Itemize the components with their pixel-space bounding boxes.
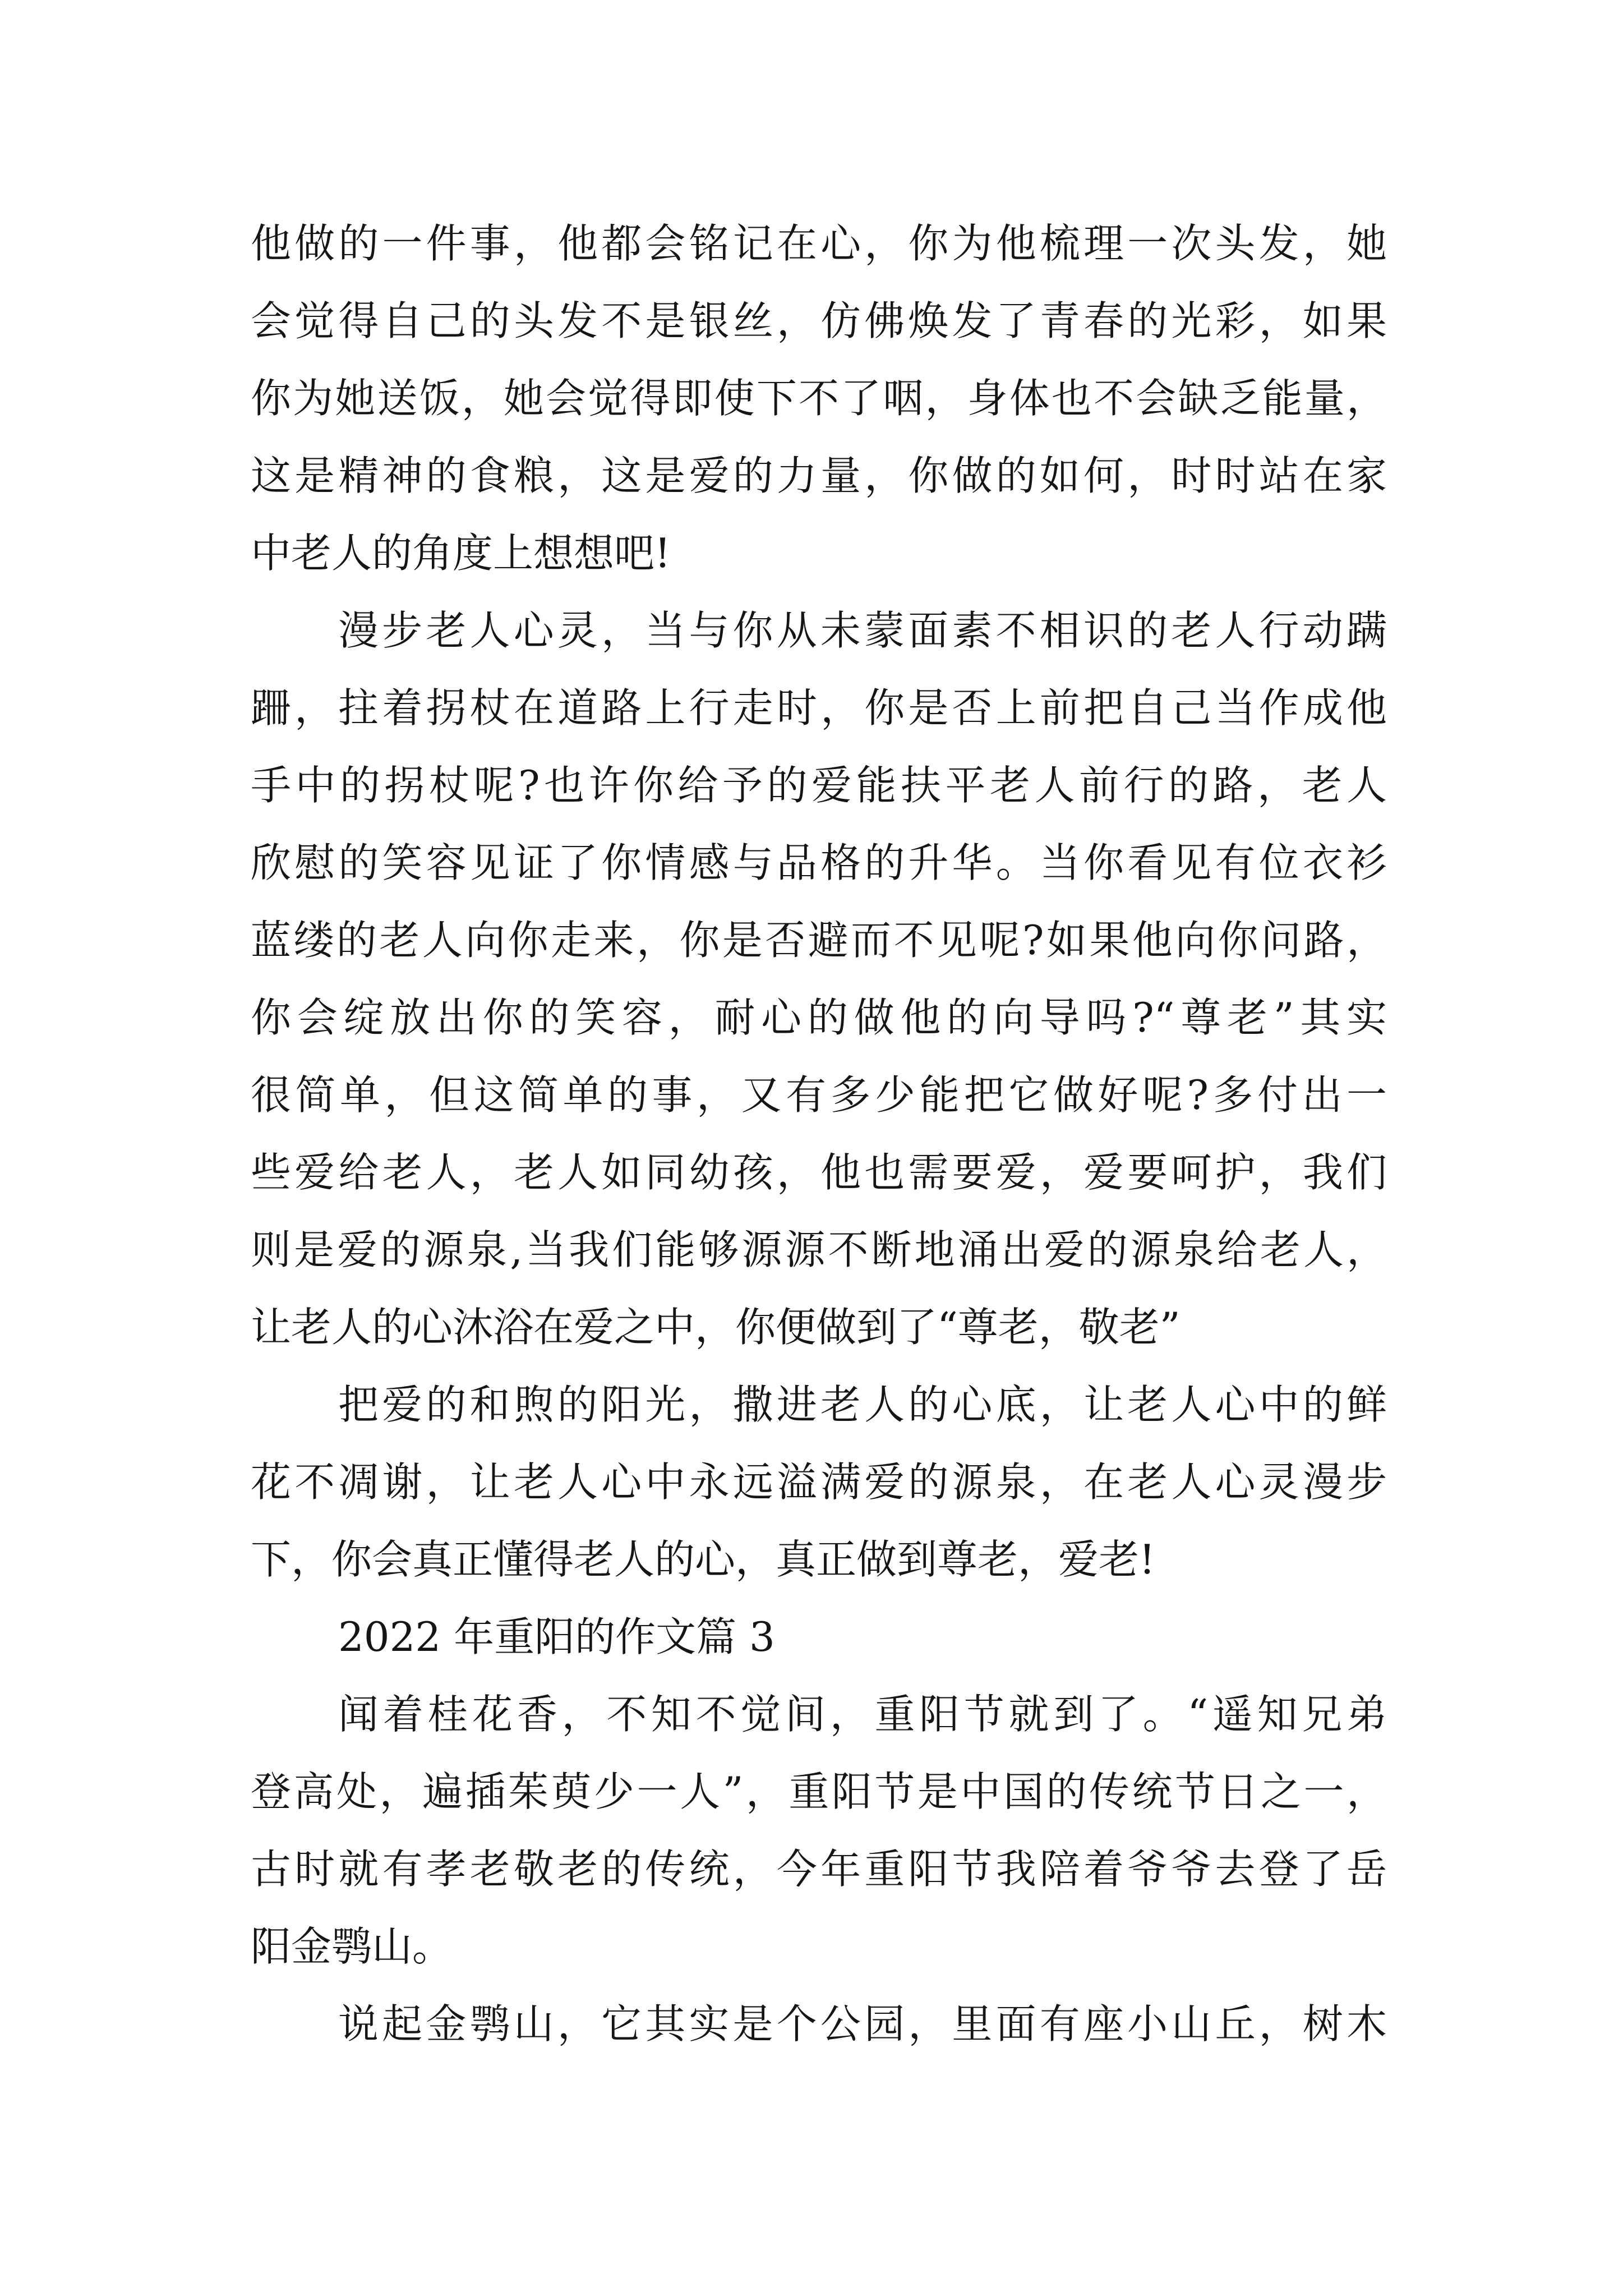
text-line: 跚，拄着拐杖在道路上行走时，你是否上前把自己当作成他	[251, 684, 1387, 731]
text-line: 说起金鹗山，它其实是个公园，里面有座小山丘，树木	[338, 2000, 1387, 2047]
text-line: 蓝缕的老人向你走来，你是否避而不见呢?如果他向你问路，	[251, 917, 1387, 964]
text-line: 闻着桂花香，不知不觉间，重阳节就到了。“遥知兄弟	[338, 1691, 1387, 1738]
section-heading: 2022 年重阳的作文篇 3	[338, 1613, 775, 1660]
text-line: 漫步老人心灵，当与你从未蒙面素不相识的老人行动蹒	[338, 607, 1387, 654]
text-line: 他做的一件事，他都会铭记在心，你为他梳理一次头发，她	[251, 220, 1387, 267]
text-line: 下，你会真正懂得老人的心，真正做到尊老，爱老!	[251, 1536, 1155, 1583]
text-line: 手中的拐杖呢?也许你给予的爱能扶平老人前行的路，老人	[251, 762, 1387, 809]
text-line: 把爱的和煦的阳光，撒进老人的心底，让老人心中的鲜	[338, 1381, 1387, 1428]
text-line: 阳金鹗山。	[251, 1923, 453, 1970]
paragraph	[251, 205, 1387, 592]
text-line: 让老人的心沐浴在爱之中，你便做到了“尊老，敬老”	[251, 1304, 1181, 1351]
document-body	[251, 205, 1387, 2063]
paragraph	[251, 1676, 1387, 1985]
text-line: 会觉得自己的头发不是银丝，仿佛焕发了青春的光彩，如果	[251, 297, 1387, 344]
paragraph	[251, 1366, 1387, 1598]
text-line: 你会绽放出你的笑容，耐心的做他的向导吗?“尊老”其实	[251, 994, 1387, 1041]
text-line: 欣慰的笑容见证了你情感与品格的升华。当你看见有位衣衫	[251, 839, 1387, 886]
text-line: 很简单，但这简单的事，又有多少能把它做好呢?多付出一	[251, 1071, 1387, 1119]
text-line: 古时就有孝老敬老的传统，今年重阳节我陪着爷爷去登了岳	[251, 1846, 1387, 1893]
text-line: 中老人的角度上想想吧!	[251, 530, 671, 577]
text-line: 登高处，遍插茱萸少一人”，重阳节是中国的传统节日之一，	[251, 1768, 1387, 1815]
text-line: 花不凋谢，让老人心中永远溢满爱的源泉，在老人心灵漫步	[251, 1458, 1387, 1506]
paragraph	[251, 1985, 1387, 2063]
text-line: 则是爱的源泉,当我们能够源源不断地涌出爱的源泉给老人，	[251, 1226, 1387, 1273]
text-line: 你为她送饭，她会觉得即使下不了咽，身体也不会缺乏能量，	[251, 375, 1387, 422]
text-line: 些爱给老人，老人如同幼孩，他也需要爱，爱要呵护，我们	[251, 1149, 1387, 1196]
text-line: 这是精神的食粮，这是爱的力量，你做的如何，时时站在家	[251, 452, 1387, 499]
paragraph	[251, 592, 1387, 1366]
